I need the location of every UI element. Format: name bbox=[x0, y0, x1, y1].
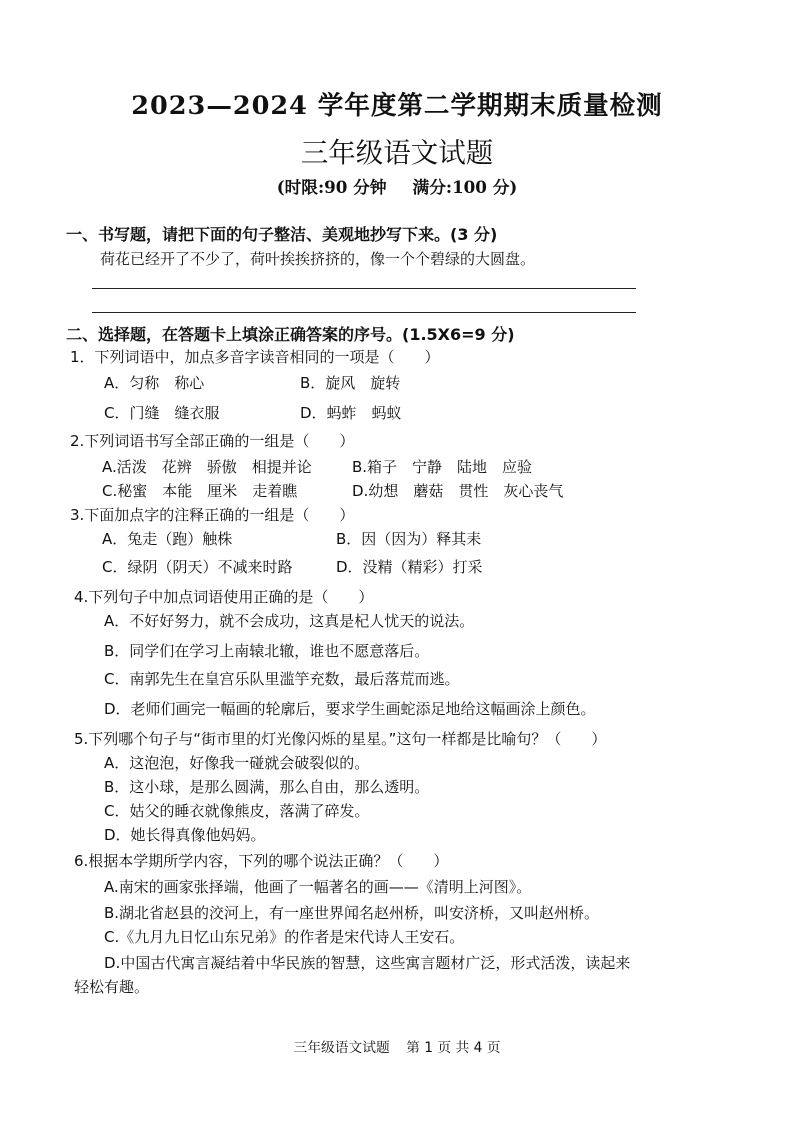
question-1-option-b: B．旋风 旋转 bbox=[300, 374, 401, 392]
question-6-option-a: A.南宋的画家张择端，他画了一幅著名的画——《清明上河图》。 bbox=[104, 878, 532, 896]
question-3-option-d: D．没精（精彩）打采 bbox=[336, 558, 483, 576]
question-2-option-d: D.幼想 蘑菇 贯性 灰心丧气 bbox=[352, 482, 564, 500]
section2-heading: 二、选择题，在答题卡上填涂正确答案的序号。(1.5X6=9 分) bbox=[66, 325, 515, 344]
footer-page-number: 第 1 页 共 4 页 bbox=[406, 1040, 501, 1056]
question-5-option-c: C．姑父的睡衣就像熊皮，落满了碎发。 bbox=[104, 802, 370, 820]
question-6-stem: 6.根据本学期所学内容，下列的哪个说法正确？（ ） bbox=[74, 852, 449, 870]
question-4-stem: 4.下列句子中加点词语使用正确的是（ ） bbox=[74, 588, 374, 606]
question-3-option-a: A．兔走（跑）触株 bbox=[102, 530, 233, 548]
exam-subtitle: 三年级语文试题 bbox=[300, 137, 494, 169]
exam-title: 2023—2024 学年度第二学期期末质量检测 bbox=[131, 91, 663, 121]
exam-meta bbox=[0, 174, 794, 198]
question-4-option-d: D．老师们画完一幅画的轮廓后，要求学生画蛇添足地给这幅画涂上颜色。 bbox=[104, 700, 596, 718]
question-6-option-b: B.湖北省赵县的洨河上，有一座世界闻名赵州桥，叫安济桥，又叫赵州桥。 bbox=[104, 904, 600, 922]
section1-sentence: 荷花已经开了不少了，荷叶挨挨挤挤的，像一个个碧绿的大圆盘。 bbox=[100, 250, 536, 268]
question-6-option-c: C.《九月九日忆山东兄弟》的作者是宋代诗人王安石。 bbox=[104, 928, 465, 946]
question-2-option-c: C.秘蜜 本能 厘米 走着瞧 bbox=[102, 482, 298, 500]
question-3-stem: 3.下面加点字的注释正确的一组是（ ） bbox=[70, 506, 355, 524]
question-3-option-c: C．绿阴（阴天）不减来时路 bbox=[102, 558, 293, 576]
full-score: 满分:100 分) bbox=[412, 177, 518, 197]
page-footer bbox=[0, 1036, 794, 1056]
question-5-option-a: A．这泡泡，好像我一碰就会破裂似的。 bbox=[104, 754, 370, 772]
question-3-option-b: B．因（因为）释其耒 bbox=[336, 530, 482, 548]
question-4-option-c: C．南郭先生在皇宫乐队里滥竽充数，最后落荒而逃。 bbox=[104, 670, 460, 688]
question-5-option-d: D．她长得真像他妈妈。 bbox=[104, 826, 266, 844]
question-5-stem: 5.下列哪个句子与“街市里的灯光像闪烁的星星。”这句一样都是比喻句？（ ） bbox=[74, 730, 607, 748]
question-4-option-a: A．不好好努力，就不会成功，这真是杞人忧天的说法。 bbox=[104, 612, 475, 630]
writing-line-2 bbox=[92, 312, 636, 313]
question-1-option-d: D．蚂蚱 蚂蚁 bbox=[300, 404, 402, 422]
question-1-option-a: A．匀称 称心 bbox=[104, 374, 205, 392]
question-1-stem: 1．下列词语中，加点多音字读音相同的一项是（ ） bbox=[70, 348, 440, 366]
question-6-option-d: D.中国古代寓言凝结着中华民族的智慧，这些寓言题材广泛，形式活泼，读起来 bbox=[104, 954, 631, 972]
question-4-option-b: B．同学们在学习上南辕北辙，谁也不愿意落后。 bbox=[104, 642, 430, 660]
question-2-option-a: A.活泼 花辨 骄傲 相提并论 bbox=[102, 458, 312, 476]
time-limit: (时限:90 分钟 bbox=[276, 177, 387, 197]
footer-subject: 三年级语文试题 bbox=[293, 1040, 390, 1056]
question-5-option-b: B．这小球，是那么圆满，那么自由，那么透明。 bbox=[104, 778, 430, 796]
section1-heading: 一、书写题，请把下面的句子整洁、美观地抄写下来。(3 分) bbox=[66, 225, 498, 244]
writing-line-1 bbox=[92, 288, 636, 289]
question-2-option-b: B.箱子 宁静 陆地 应验 bbox=[352, 458, 533, 476]
question-6-option-d-continued: 轻松有趣。 bbox=[74, 978, 150, 996]
question-1-option-c: C．门缝 缝衣服 bbox=[104, 404, 220, 422]
question-2-stem: 2.下列词语书写全部正确的一组是（ ） bbox=[70, 432, 355, 450]
